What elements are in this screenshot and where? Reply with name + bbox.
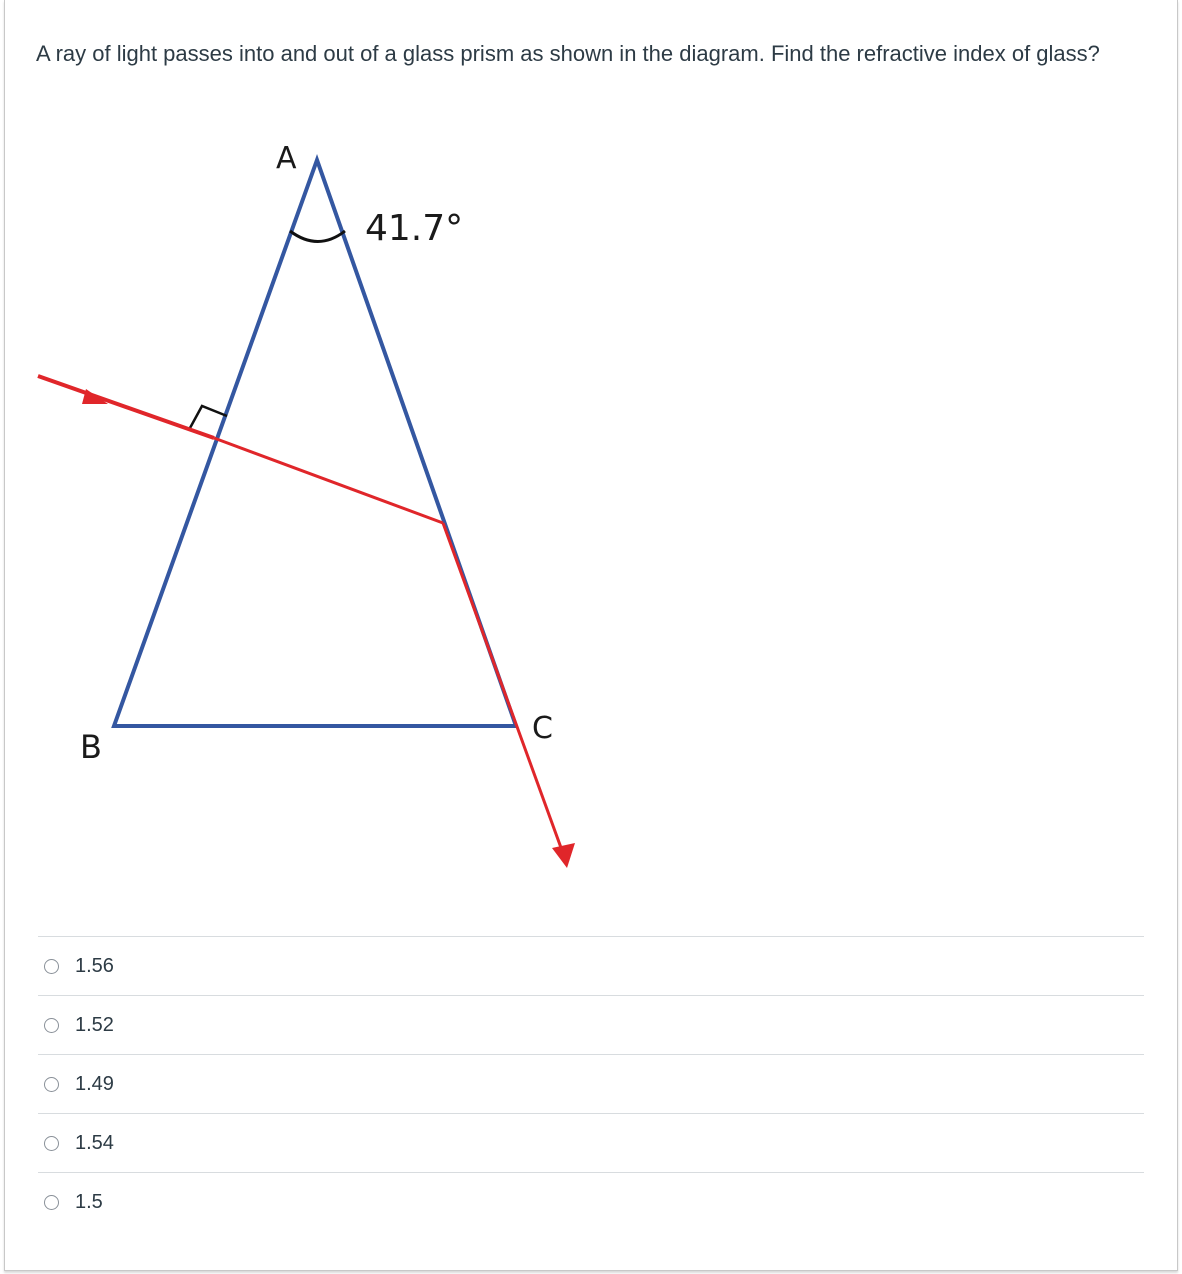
emergent-ray [443, 523, 564, 856]
vertex-a-label: A [276, 141, 297, 176]
answer-label: 1.56 [75, 954, 114, 977]
answer-option[interactable] [38, 1055, 1144, 1114]
answer-option[interactable] [38, 937, 1144, 996]
incident-ray [38, 376, 214, 438]
internal-ray [214, 438, 443, 523]
vertex-c-label: C [532, 711, 553, 746]
emergent-arrow-icon [552, 843, 575, 868]
radio-button[interactable] [44, 1077, 59, 1092]
radio-button[interactable] [44, 1195, 59, 1210]
incident-arrow-icon [82, 389, 108, 404]
vertex-b-label: B [80, 728, 102, 766]
answer-label: 1.52 [75, 1013, 114, 1036]
answer-option[interactable] [38, 1114, 1144, 1173]
apex-angle-arc [290, 231, 345, 242]
radio-button[interactable] [44, 1136, 59, 1151]
radio-button[interactable] [44, 959, 59, 974]
apex-angle-label: 41.7° [365, 208, 464, 249]
radio-button[interactable] [44, 1018, 59, 1033]
answer-option[interactable] [38, 1173, 1144, 1232]
question-text: A ray of light passes into and out of a glass prism as shown in the diagram. Find the refractive index of glass? [36, 41, 1100, 66]
answer-option[interactable] [38, 996, 1144, 1055]
answer-list [38, 936, 1144, 1232]
answer-label: 1.54 [75, 1131, 114, 1154]
answer-label: 1.49 [75, 1072, 114, 1095]
answer-label: 1.5 [75, 1191, 103, 1213]
